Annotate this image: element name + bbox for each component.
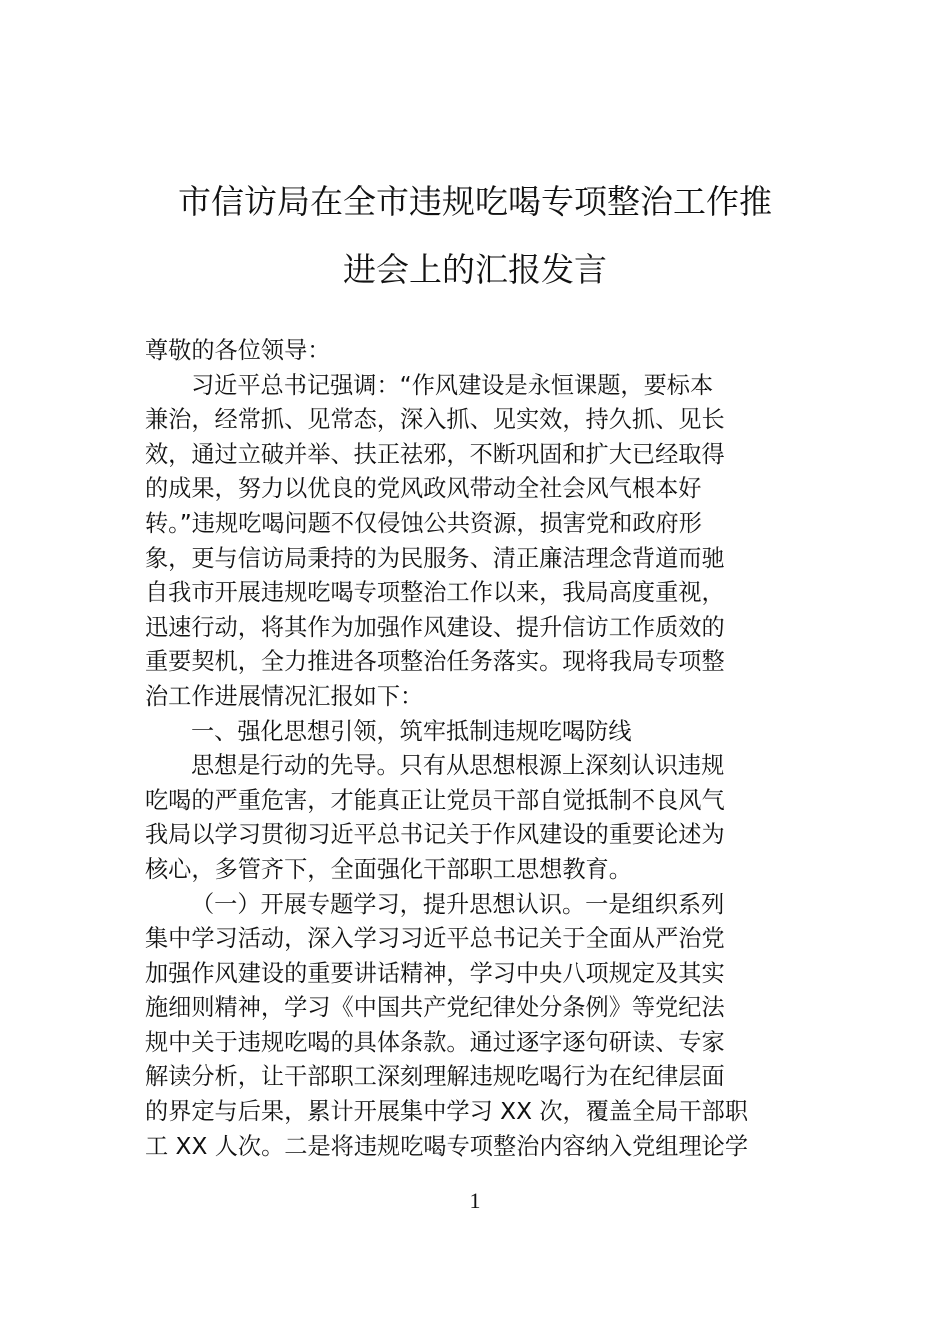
paragraph-line: 兼治，经常抓、见常态，深入抓、见实效，持久抓、见长 — [145, 406, 725, 434]
paragraph-line: 解读分析，让干部职工深刻理解违规吃喝行为在纪律层面 — [145, 1063, 725, 1091]
paragraph-line: 的界定与后果，累计开展集中学习 XX 次，覆盖全局干部职 — [145, 1098, 749, 1126]
paragraph-line: 施细则精神，学习《中国共产党纪律处分条例》等党纪法 — [145, 994, 725, 1022]
title-line-2: 进会上的汇报发言 — [343, 250, 607, 289]
salutation: 尊敬的各位领导： — [145, 337, 331, 364]
paragraph-line: 的成果，努力以优良的党风政风带动全社会风气根本好 — [145, 475, 702, 503]
paragraph-line: 象，更与信访局秉持的为民服务、清正廉洁理念背道而驰 — [145, 544, 725, 572]
paragraph-line: 重要契机，全力推进各项整治任务落实。现将我局专项整 — [145, 648, 725, 676]
paragraph-line: 效，通过立破并举、扶正祛邪，不断巩固和扩大已经取得 — [145, 440, 725, 468]
paragraph-line: 核心，多管齐下，全面强化干部职工思想教育。 — [145, 855, 632, 883]
paragraph-line: 加强作风建设的重要讲话精神，学习中央八项规定及其实 — [145, 959, 725, 987]
paragraph-line: 我局以学习贯彻习近平总书记关于作风建设的重要论述为 — [145, 821, 725, 849]
page-number: 1 — [469, 1188, 481, 1213]
paragraph-line: 迅速行动，将其作为加强作风建设、提升信访工作质效的 — [145, 613, 725, 641]
paragraph-line: 集中学习活动，深入学习习近平总书记关于全面从严治党 — [145, 925, 725, 953]
section-heading: 一、强化思想引领，筑牢抵制违规吃喝防线 — [191, 717, 632, 745]
paragraph-line: 习近平总书记强调：“作风建设是永恒课题，要标本 — [191, 371, 714, 399]
title-line-1: 市信访局在全市违规吃喝专项整治工作推 — [178, 182, 772, 221]
paragraph-line: 治工作进展情况汇报如下： — [145, 682, 424, 710]
paragraph-line: 自我市开展违规吃喝专项整治工作以来，我局高度重视， — [145, 579, 725, 607]
subsection-line: （一）开展专题学习，提升思想认识。一是组织系列 — [191, 890, 725, 918]
paragraph-line: 转。”违规吃喝问题不仅侵蚀公共资源，损害党和政府形 — [145, 509, 702, 537]
paragraph-line: 工 XX 人次。二是将违规吃喝专项整治内容纳入党组理论学 — [145, 1132, 749, 1160]
document-title — [140, 168, 810, 304]
paragraph-line: 思想是行动的先导。只有从思想根源上深刻认识违规 — [191, 752, 725, 780]
document-body — [145, 334, 809, 1164]
paragraph-line: 规中关于违规吃喝的具体条款。通过逐字逐句研读、专家 — [145, 1028, 725, 1056]
paragraph-line: 吃喝的严重危害，才能真正让党员干部自觉抵制不良风气 — [145, 786, 725, 814]
